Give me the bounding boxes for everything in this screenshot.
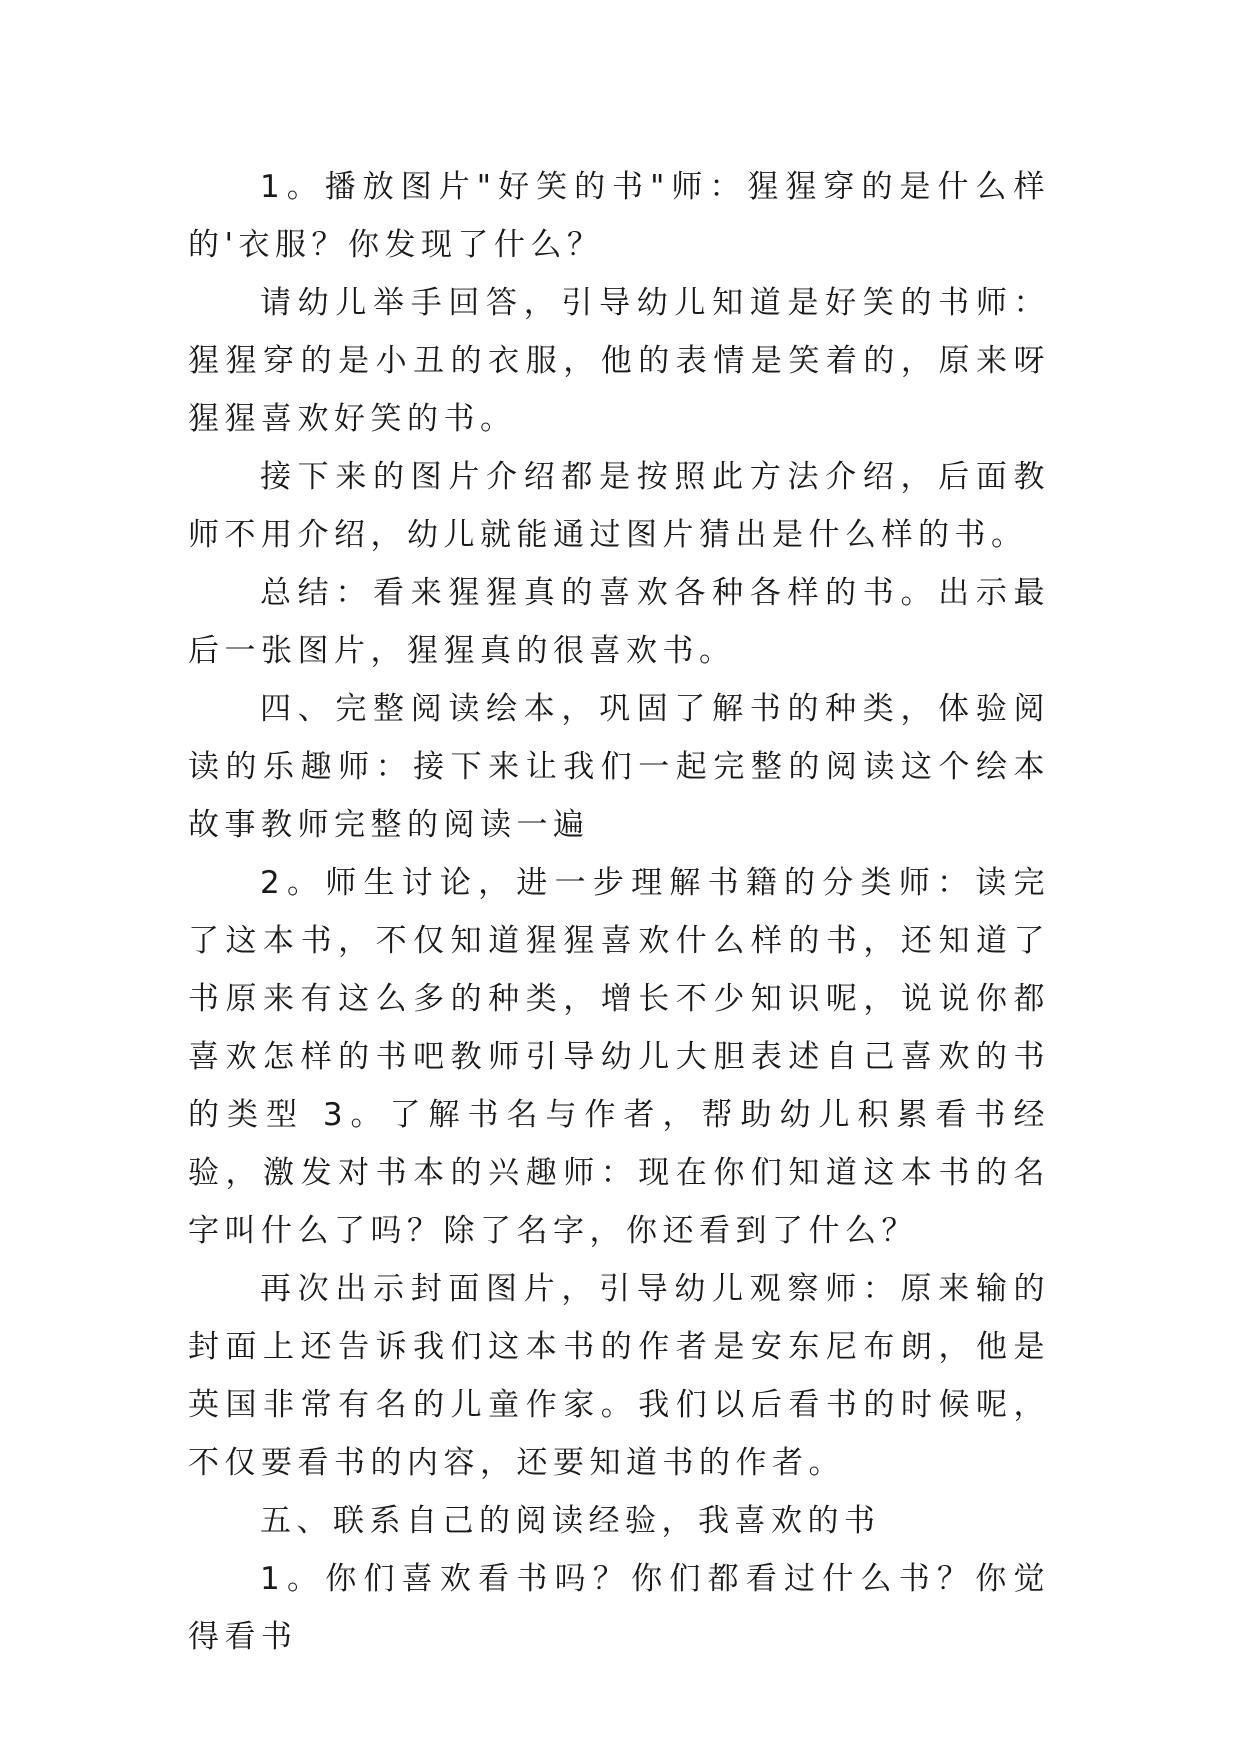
paragraph-2: 请幼儿举手回答，引导幼儿知道是好笑的书师：猩猩穿的是小丑的衣服，他的表情是笑着的，原来呀猩猩喜欢好笑的书。: [188, 285, 1050, 437]
paragraph-5: 四、完整阅读绘本，巩固了解书的种类，体验阅读的乐趣师：接下来让我们一起完整的阅读这个绘本故事教师完整的阅读一遍: [188, 691, 1050, 843]
paragraph-3: 接下来的图片介绍都是按照此方法介绍，后面教师不用介绍，幼儿就能通过图片猜出是什么样的书。: [188, 459, 1050, 553]
paragraph-4: 总结：看来猩猩真的喜欢各种各样的书。出示最后一张图片，猩猩真的很喜欢书。: [188, 575, 1050, 669]
paragraph-1: 1。播放图片"好笑的书"师：猩猩穿的是什么样的'衣服？你发现了什么？: [188, 169, 1050, 263]
document-body: [188, 158, 1050, 1666]
paragraph-8: 五、联系自己的阅读经验，我喜欢的书: [260, 1503, 881, 1539]
paragraph-6: 2。师生讨论，进一步理解书籍的分类师：读完了这本书，不仅知道猩猩喜欢什么样的书，还知道了书原来有这么多的种类，增长不少知识呢，说说你都喜欢怎样的书吧教师引导幼儿大胆表述自己喜欢的书的类型 3。了解书名与作者，帮助幼儿积累看书经验，激发对书本的兴趣师：现在你们知道这本书的名字叫什么了吗？除了名字，你还看到了什么？: [188, 865, 1050, 1249]
paragraph-7: 再次出示封面图片，引导幼儿观察师：原来输的封面上还告诉我们这本书的作者是安东尼布朗，他是英国非常有名的儿童作家。我们以后看书的时候呢，不仅要看书的内容，还要知道书的作者。: [188, 1271, 1050, 1481]
paragraph-9: 1。你们喜欢看书吗？你们都看过什么书？你觉得看书: [188, 1561, 1050, 1655]
